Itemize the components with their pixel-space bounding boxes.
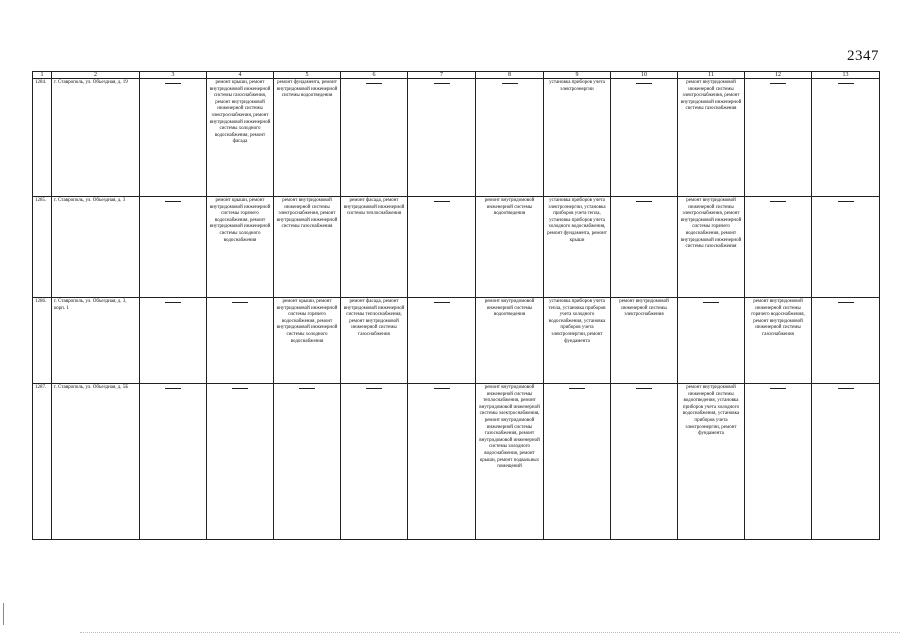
work-cell: ремонт внутридомовой инженерной системы электроснабжения bbox=[611, 298, 678, 384]
work-cell bbox=[611, 384, 678, 540]
empty-dash bbox=[232, 388, 248, 389]
column-header: 3 bbox=[140, 72, 207, 79]
work-cell: ремонт фасада, ремонт внутридомовой инженерной системы теплоснабжения bbox=[341, 197, 408, 298]
column-header: 11 bbox=[678, 72, 745, 79]
column-header: 4 bbox=[207, 72, 274, 79]
empty-dash bbox=[165, 201, 181, 202]
repair-schedule-table bbox=[32, 71, 880, 540]
work-cell bbox=[140, 79, 207, 197]
work-cell bbox=[812, 79, 880, 197]
empty-dash bbox=[636, 388, 652, 389]
page-number: 2347 bbox=[847, 48, 879, 64]
work-cell bbox=[408, 384, 476, 540]
work-cell: установка приборов учета электроэнергии bbox=[544, 79, 611, 197]
work-cell bbox=[408, 197, 476, 298]
work-cell bbox=[140, 384, 207, 540]
table-row bbox=[33, 197, 880, 298]
empty-dash bbox=[838, 302, 854, 303]
work-cell bbox=[745, 79, 812, 197]
column-header: 1 bbox=[33, 72, 52, 79]
work-cell bbox=[207, 384, 274, 540]
empty-dash bbox=[299, 388, 315, 389]
empty-dash bbox=[366, 388, 382, 389]
empty-dash bbox=[366, 83, 382, 84]
work-cell bbox=[611, 79, 678, 197]
empty-dash bbox=[434, 201, 450, 202]
column-header: 8 bbox=[476, 72, 544, 79]
scan-footer-noise bbox=[80, 632, 900, 634]
table-row bbox=[33, 79, 880, 197]
work-cell: ремонт внутридомовой инженерной системы водоотведения bbox=[476, 298, 544, 384]
work-cell bbox=[678, 298, 745, 384]
work-cell: ремонт внутридомовой инженерной системы горячего водоснабжения, ремонт внутридомовой инженерной системы газоснабжения bbox=[745, 298, 812, 384]
empty-dash bbox=[165, 388, 181, 389]
work-cell bbox=[408, 298, 476, 384]
work-cell bbox=[745, 384, 812, 540]
work-cell bbox=[207, 298, 274, 384]
empty-dash bbox=[434, 388, 450, 389]
empty-dash bbox=[434, 302, 450, 303]
table-row bbox=[33, 384, 880, 540]
row-number: 1287. bbox=[33, 384, 52, 540]
empty-dash bbox=[502, 83, 518, 84]
empty-dash bbox=[703, 302, 719, 303]
work-cell bbox=[341, 384, 408, 540]
empty-dash bbox=[838, 83, 854, 84]
work-cell bbox=[140, 197, 207, 298]
column-header: 12 bbox=[745, 72, 812, 79]
address-cell: г. Ставрополь, ул. Объездная, д. 3 bbox=[52, 197, 140, 298]
work-cell: ремонт внутридомовой инженерной системы водоотведения, установка приборов учета холодного водоснабжения, установка приборов учета электроэнергии, ремонт фундамента bbox=[678, 384, 745, 540]
address-cell: г. Ставрополь, ул. Объездная, д. 3, корп. 1 bbox=[52, 298, 140, 384]
column-number-row bbox=[33, 72, 880, 79]
work-cell: ремонт крыши, ремонт внутридомовой инженерной системы газоснабжения, ремонт внутридомовой инженерной системы электроснабжения, ремонт внутридомовой инженерной системы холодного водоснабжения, ремонт фасада bbox=[207, 79, 274, 197]
empty-dash bbox=[165, 83, 181, 84]
empty-dash bbox=[232, 302, 248, 303]
column-header: 13 bbox=[812, 72, 880, 79]
table-row bbox=[33, 298, 880, 384]
work-cell bbox=[476, 79, 544, 197]
address-cell: г. Ставрополь, ул. Объездная, д. 5Б bbox=[52, 384, 140, 540]
empty-dash bbox=[165, 302, 181, 303]
column-header: 6 bbox=[341, 72, 408, 79]
scan-margin-mark bbox=[3, 603, 4, 625]
empty-dash bbox=[770, 83, 786, 84]
work-cell bbox=[274, 384, 341, 540]
work-cell: ремонт внутридомовой инженерной системы электроснабжения, ремонт внутридомовой инженерной системы газоснабжения bbox=[274, 197, 341, 298]
work-cell bbox=[745, 197, 812, 298]
empty-dash bbox=[770, 388, 786, 389]
row-number: 1284. bbox=[33, 79, 52, 197]
work-cell: установка приборов учета электроэнергии, установка приборов учета тепла, установка приборов учета холодного водоснабжения, ремонт фундамента, ремонт крыши bbox=[544, 197, 611, 298]
work-cell bbox=[611, 197, 678, 298]
column-header: 9 bbox=[544, 72, 611, 79]
work-cell: ремонт внутридомовой инженерной системы электроснабжения, ремонт внутридомовой инженерной системы газоснабжения bbox=[678, 79, 745, 197]
work-cell: ремонт внутридомовой инженерной системы водоотведения bbox=[476, 197, 544, 298]
column-header: 10 bbox=[611, 72, 678, 79]
empty-dash bbox=[434, 83, 450, 84]
empty-dash bbox=[569, 388, 585, 389]
row-number: 1286. bbox=[33, 298, 52, 384]
column-header: 7 bbox=[408, 72, 476, 79]
row-number: 1285. bbox=[33, 197, 52, 298]
empty-dash bbox=[636, 83, 652, 84]
work-cell: ремонт фундамента, ремонт внутридомовой инженерной системы водоотведения bbox=[274, 79, 341, 197]
work-cell bbox=[812, 197, 880, 298]
work-cell: ремонт внутридомовой инженерной системы электроснабжения, ремонт внутридомовой инженерной системы горячего водоснабжения, ремонт внутридомовой инженерной системы газоснабжения bbox=[678, 197, 745, 298]
work-cell: установка приборов учета тепла, установка приборов учета холодного водоснабжения, установка приборов учета электроэнергии, ремонт фундамента bbox=[544, 298, 611, 384]
work-cell: ремонт фасада, ремонт внутридомовой инженерной системы теплоснабжения, ремонт внутридомовой инженерной системы газоснабжения bbox=[341, 298, 408, 384]
work-cell bbox=[408, 79, 476, 197]
column-header: 5 bbox=[274, 72, 341, 79]
work-cell bbox=[341, 79, 408, 197]
column-header: 2 bbox=[52, 72, 140, 79]
address-cell: г. Ставрополь, ул. Объездная, д. 19 bbox=[52, 79, 140, 197]
work-cell bbox=[812, 298, 880, 384]
empty-dash bbox=[636, 201, 652, 202]
empty-dash bbox=[838, 201, 854, 202]
work-cell: ремонт крыши, ремонт внутридомовой инженерной системы горячего водоснабжения, ремонт внутридомовой инженерной системы холодного водоснабжения bbox=[207, 197, 274, 298]
empty-dash bbox=[770, 201, 786, 202]
empty-dash bbox=[838, 388, 854, 389]
work-cell bbox=[812, 384, 880, 540]
work-cell bbox=[140, 298, 207, 384]
work-cell bbox=[544, 384, 611, 540]
work-cell: ремонт внутридомовой инженерной системы теплоснабжения, ремонт внутридомовой инженерной системы электроснабжения, ремонт внутридомовой инженерной системы газоснабжения, ремонт внутридомовой инженерной системы холодного водоснабжения, ремонт крыши, ремонт подвальных помещений bbox=[476, 384, 544, 540]
work-cell: ремонт крыши, ремонт внутридомовой инженерной системы горячего водоснабжения, ремонт внутридомовой инженерной системы холодного водоснабжения bbox=[274, 298, 341, 384]
